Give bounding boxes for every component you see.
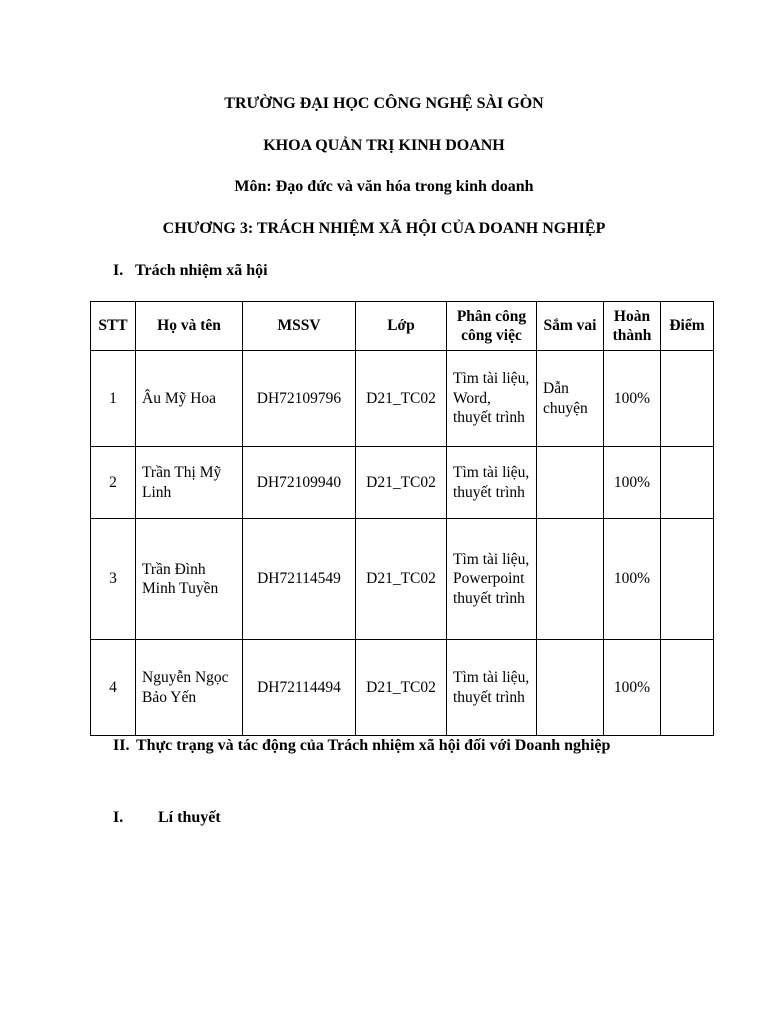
header-name: Họ và tên [136,302,243,351]
section-heading-2 [113,736,610,756]
header-class: Lớp [356,302,447,351]
school-name: TRƯỜNG ĐẠI HỌC CÔNG NGHỆ SÀI GÒN [224,95,544,112]
cell-score [661,640,714,736]
table-row [91,351,714,447]
table-header-row [91,302,714,351]
section-title: Lí thuyết [158,809,221,826]
section-heading-3 [113,808,221,828]
cell-class: D21_TC02 [356,447,447,519]
cell-score [661,519,714,640]
cell-name: Âu Mỹ Hoa [136,351,243,447]
cell-stt: 4 [91,640,136,736]
cell-mssv: DH72109940 [243,447,356,519]
header-stt: STT [91,302,136,351]
cell-name: Trần Đình Minh Tuyền [136,519,243,640]
cell-role [537,447,604,519]
header-score: Điểm [661,302,714,351]
cell-done: 100% [604,640,661,736]
section-number: II. [113,737,130,754]
cell-name: Trần Thị Mỹ Linh [136,447,243,519]
section-title: Thực trạng và tác động của Trách nhiệm xã hội đối với Doanh nghiệp [136,737,611,754]
cell-role [537,640,604,736]
cell-done: 100% [604,351,661,447]
table-row [91,447,714,519]
cell-task: Tìm tài liệu, Powerpoint thuyết trình [447,519,537,640]
cell-role: Dẫn chuyện [537,351,604,447]
cell-stt: 2 [91,447,136,519]
cell-class: D21_TC02 [356,640,447,736]
section-number: I. [113,262,124,279]
section-heading-1 [113,261,268,281]
cell-task: Tìm tài liệu, Word, thuyết trình [447,351,537,447]
header-mssv: MSSV [243,302,356,351]
cell-stt: 3 [91,519,136,640]
header-task: Phân công công việc [447,302,537,351]
cell-task: Tìm tài liệu, thuyết trình [447,640,537,736]
cell-done: 100% [604,519,661,640]
cell-score [661,351,714,447]
cell-score [661,447,714,519]
cell-stt: 1 [91,351,136,447]
chapter-title: CHƯƠNG 3: TRÁCH NHIỆM XÃ HỘI CỦA DOANH NGHIỆP [162,220,606,237]
faculty-name: KHOA QUẢN TRỊ KINH DOANH [263,137,505,154]
header-done: Hoàn thành [604,302,661,351]
table-row [91,640,714,736]
cell-class: D21_TC02 [356,351,447,447]
cell-task: Tìm tài liệu, thuyết trình [447,447,537,519]
cell-role [537,519,604,640]
cell-class: D21_TC02 [356,519,447,640]
member-table [90,301,714,736]
cell-mssv: DH72114494 [243,640,356,736]
cell-done: 100% [604,447,661,519]
cell-name: Nguyễn Ngọc Bảo Yến [136,640,243,736]
header-role: Sắm vai [537,302,604,351]
section-number: I. [113,809,124,826]
table-row [91,519,714,640]
cell-mssv: DH72114549 [243,519,356,640]
section-title: Trách nhiệm xã hội [135,262,268,279]
subject-title: Môn: Đạo đức và văn hóa trong kinh doanh [234,178,534,195]
cell-mssv: DH72109796 [243,351,356,447]
